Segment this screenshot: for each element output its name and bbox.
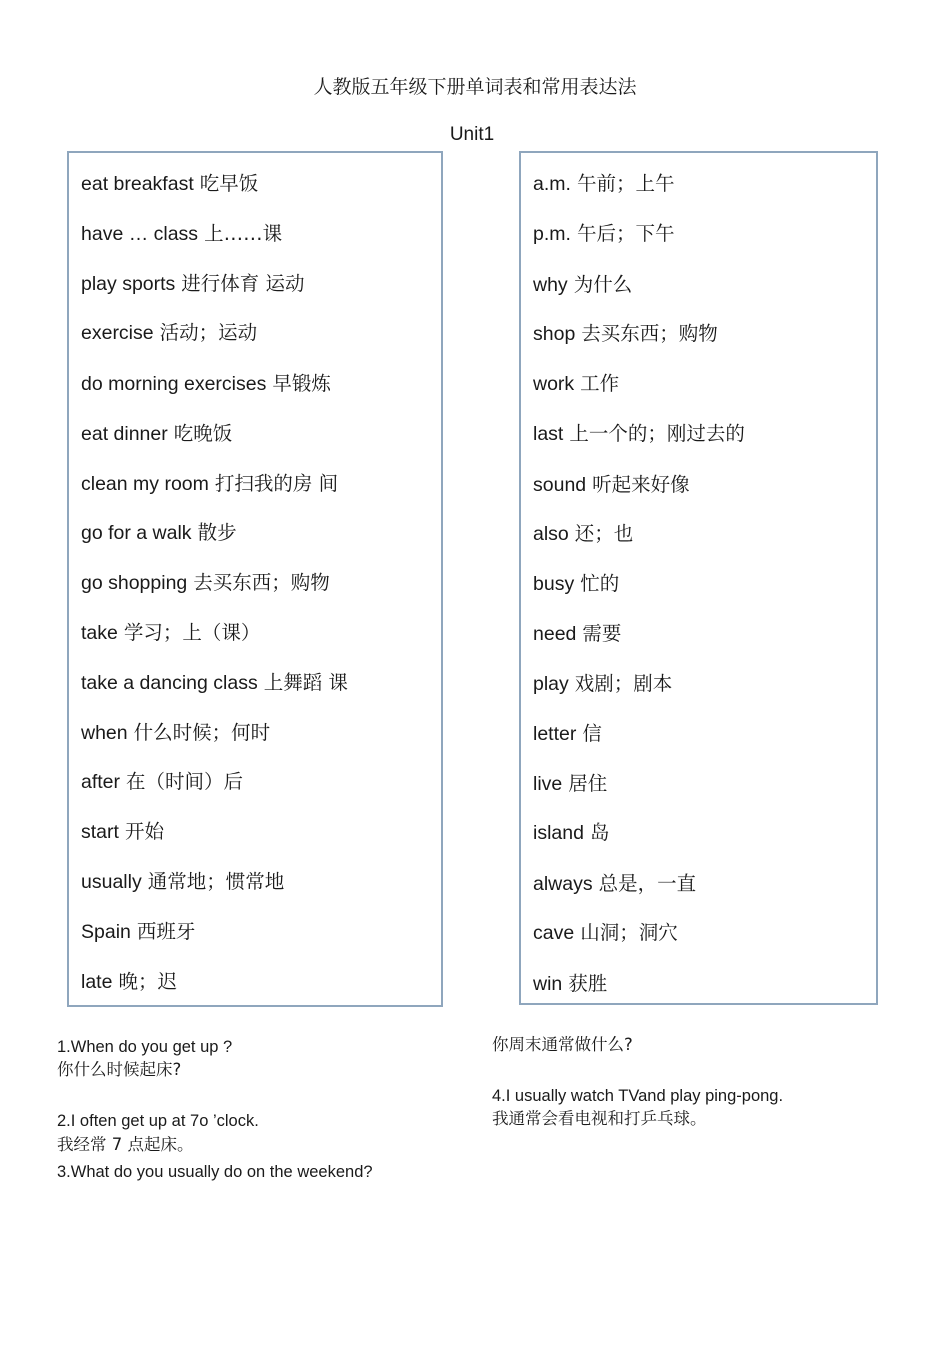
sentence-text: 3.What do you usually do on the weekend? xyxy=(57,1163,373,1181)
sentence-text: 我通常会看电视和打乒乓球。 xyxy=(492,1109,707,1128)
vocab-english: usually xyxy=(81,871,142,893)
vocab-item xyxy=(81,919,195,945)
vocab-chinese: 开始 xyxy=(124,820,164,843)
unit-heading: Unit1 xyxy=(449,124,495,145)
sentence-line xyxy=(492,1034,633,1056)
vocab-chinese: 吃早饭 xyxy=(199,172,259,195)
vocab-chinese: 吃晚饭 xyxy=(173,422,233,445)
vocab-english: go shopping xyxy=(81,572,188,594)
vocab-english: play sports xyxy=(81,273,176,295)
vocab-item xyxy=(533,721,602,747)
vocab-english: take a dancing class xyxy=(81,672,258,694)
vocab-english: do morning exercises xyxy=(81,373,267,395)
sentence-line xyxy=(57,1036,232,1058)
vocab-item xyxy=(533,871,696,897)
vocab-chinese: 打扫我的房 间 xyxy=(214,472,339,495)
vocab-item xyxy=(81,720,270,746)
vocab-chinese: 去买东西；购物 xyxy=(581,322,718,345)
vocab-english: letter xyxy=(533,723,577,745)
sentence-line xyxy=(57,1134,194,1156)
vocab-english: need xyxy=(533,623,577,645)
vocab-chinese: 散步 xyxy=(197,521,237,544)
vocab-item xyxy=(81,471,338,497)
vocab-english: win xyxy=(533,973,563,995)
sentence-line xyxy=(57,1161,373,1183)
page-title: 人教版五年级下册单词表和常用表达法 xyxy=(313,76,637,98)
vocab-chinese: 山洞；洞穴 xyxy=(580,921,678,944)
vocab-chinese: 上舞蹈 课 xyxy=(263,671,348,694)
vocab-chinese: 忙的 xyxy=(580,572,620,595)
vocab-item xyxy=(533,621,621,647)
vocab-chinese: 上……课 xyxy=(204,222,283,245)
vocab-english: cave xyxy=(533,922,575,944)
vocab-chinese: 为什么 xyxy=(573,273,633,296)
vocab-item xyxy=(533,272,632,298)
right-vocab-box xyxy=(519,151,878,1005)
sentence-line xyxy=(492,1085,783,1107)
vocab-chinese: 午后；下午 xyxy=(576,222,675,245)
vocab-chinese: 进行体育 运动 xyxy=(181,272,305,295)
vocab-item xyxy=(533,421,745,447)
sentence-text: 我经常 7 点起床。 xyxy=(57,1135,194,1154)
vocab-item xyxy=(81,819,164,845)
vocab-english: a.m. xyxy=(533,173,571,195)
vocab-item xyxy=(533,771,607,797)
vocab-english: Spain xyxy=(81,921,131,943)
vocab-item xyxy=(81,421,232,447)
vocab-english: eat dinner xyxy=(81,423,168,445)
vocab-english: take xyxy=(81,622,118,644)
sentence-line xyxy=(57,1059,181,1081)
vocab-item xyxy=(533,472,690,498)
vocab-english: sound xyxy=(533,474,587,496)
vocab-chinese: 居住 xyxy=(568,772,608,795)
vocab-item xyxy=(533,221,674,247)
vocab-chinese: 晚；迟 xyxy=(118,970,177,993)
vocab-item xyxy=(533,371,619,397)
vocab-english: have … class xyxy=(81,223,199,245)
sentence-line xyxy=(492,1108,707,1130)
vocab-english: go for a walk xyxy=(81,522,192,544)
sentence-text: 你什么时候起床? xyxy=(57,1060,182,1079)
vocab-item xyxy=(533,571,619,597)
vocab-chinese: 西班牙 xyxy=(136,920,196,943)
vocab-item xyxy=(533,321,718,347)
vocab-chinese: 获胜 xyxy=(568,972,608,995)
vocab-chinese: 戏剧；剧本 xyxy=(574,672,673,695)
vocab-english: why xyxy=(533,274,568,296)
vocab-chinese: 什么时候；何时 xyxy=(133,721,271,744)
vocab-english: busy xyxy=(533,573,575,595)
vocab-item xyxy=(81,320,257,346)
vocab-english: also xyxy=(533,523,569,545)
vocab-chinese: 去买东西；购物 xyxy=(193,571,330,594)
vocab-chinese: 需要 xyxy=(582,622,622,645)
vocab-chinese: 信 xyxy=(582,722,602,745)
vocab-item xyxy=(81,371,331,397)
vocab-english: live xyxy=(533,773,563,795)
vocab-item xyxy=(81,570,330,596)
vocab-item xyxy=(533,521,633,547)
vocab-chinese: 通常地；惯常地 xyxy=(147,870,285,893)
vocab-item xyxy=(81,520,237,546)
sentence-text: 你周末通常做什么? xyxy=(492,1035,633,1054)
vocab-item xyxy=(81,221,282,247)
vocab-chinese: 岛 xyxy=(589,821,610,844)
vocab-english: shop xyxy=(533,323,576,345)
sentence-text: 4.I usually watch TVand play ping-pong. xyxy=(492,1087,784,1105)
vocab-item xyxy=(81,620,260,646)
sentence-line xyxy=(57,1110,259,1132)
sentence-text: 1.When do you get up ? xyxy=(57,1038,233,1056)
vocab-english: start xyxy=(81,821,119,843)
vocab-chinese: 在（时间）后 xyxy=(126,770,244,793)
left-vocab-box xyxy=(67,151,443,1007)
vocab-chinese: 早锻炼 xyxy=(272,372,331,395)
vocab-chinese: 工作 xyxy=(580,372,620,395)
vocab-item xyxy=(81,271,305,297)
vocab-english: last xyxy=(533,423,564,445)
vocab-chinese: 上一个的；刚过去的 xyxy=(569,422,745,445)
vocab-english: after xyxy=(81,771,121,793)
vocab-item xyxy=(81,670,348,696)
vocab-item xyxy=(533,920,678,946)
vocab-english: play xyxy=(533,673,569,695)
vocab-chinese: 总是，一直 xyxy=(598,872,697,895)
vocab-english: always xyxy=(533,873,593,895)
vocab-english: work xyxy=(533,373,575,395)
vocab-english: when xyxy=(81,722,128,744)
vocab-english: p.m. xyxy=(533,223,571,245)
vocab-item xyxy=(533,171,674,197)
vocab-chinese: 听起来好像 xyxy=(592,473,690,496)
vocab-english: eat breakfast xyxy=(81,173,194,195)
vocab-chinese: 学习；上（课） xyxy=(123,621,261,644)
vocab-english: late xyxy=(81,971,113,993)
vocab-english: island xyxy=(533,822,584,844)
vocab-item xyxy=(81,869,284,895)
vocab-chinese: 还；也 xyxy=(574,522,634,545)
sentence-text: 2.I often get up at 7o ’clock. xyxy=(57,1112,259,1130)
vocab-item xyxy=(81,769,243,795)
vocab-chinese: 午前；上午 xyxy=(576,172,675,195)
vocab-english: clean my room xyxy=(81,473,209,495)
vocab-item xyxy=(81,969,177,995)
vocab-item xyxy=(533,820,609,846)
vocab-item xyxy=(533,671,672,697)
vocab-item xyxy=(81,171,258,197)
vocab-english: exercise xyxy=(81,322,154,344)
vocab-item xyxy=(533,971,607,997)
vocab-chinese: 活动；运动 xyxy=(159,321,258,344)
